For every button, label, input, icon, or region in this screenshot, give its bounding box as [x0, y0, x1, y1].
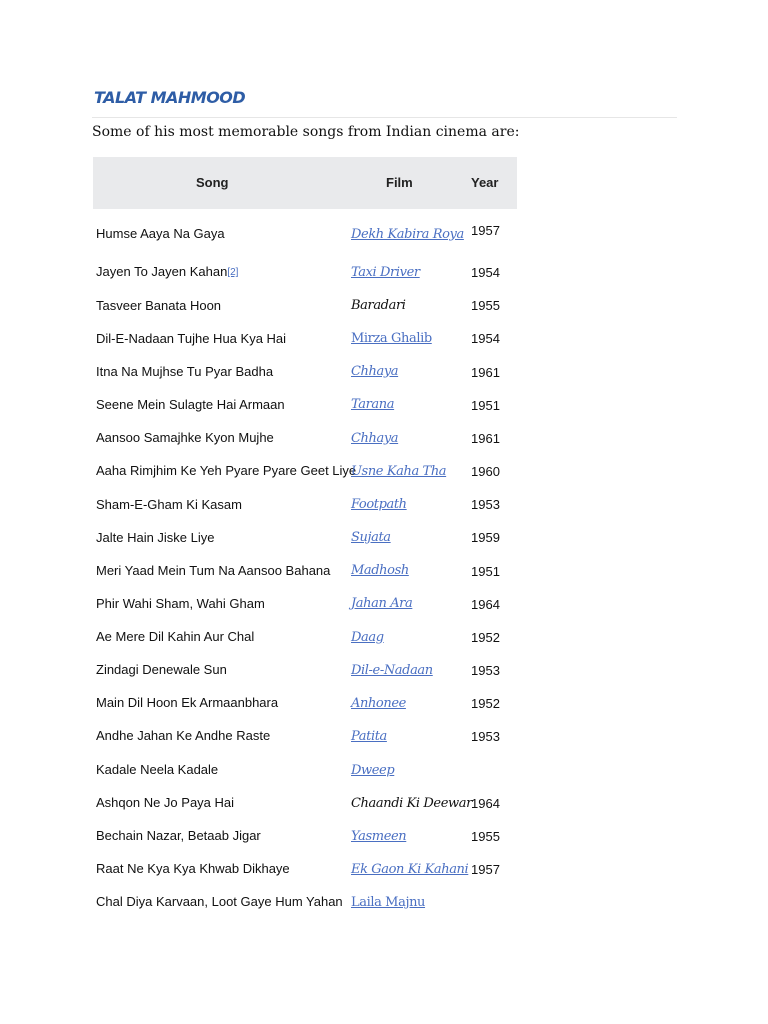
year-cell: 1964: [471, 597, 500, 612]
film-cell: [351, 265, 420, 280]
song-cell: [96, 264, 238, 279]
song-title: Bechain Nazar, Betaab Jigar: [96, 828, 261, 843]
song-cell: [96, 463, 356, 478]
intro-text: Some of his most memorable songs from Indian cinema are:: [92, 124, 520, 140]
header-film: Film: [386, 175, 413, 190]
film-cell: [351, 895, 425, 910]
film-link[interactable]: Yasmeen: [351, 829, 407, 844]
film-cell: [351, 763, 394, 778]
film-cell: [351, 596, 412, 611]
heading-divider: [92, 117, 677, 118]
song-title: Dil-E-Nadaan Tujhe Hua Kya Hai: [96, 331, 287, 346]
year-cell: 1952: [471, 630, 500, 645]
song-title: Andhe Jahan Ke Andhe Raste: [96, 728, 271, 743]
year-cell: 1953: [471, 497, 500, 512]
film-cell: [351, 862, 468, 877]
song-title: Ae Mere Dil Kahin Aur Chal: [96, 629, 255, 644]
year-cell: 1951: [471, 398, 500, 413]
film-link[interactable]: Daag: [351, 630, 384, 645]
song-cell: [96, 894, 343, 909]
film-link[interactable]: Tarana: [351, 397, 395, 412]
song-title: Aansoo Samajhke Kyon Mujhe: [96, 430, 274, 445]
year-cell: 1953: [471, 729, 500, 744]
song-title: Aaha Rimjhim Ke Yeh Pyare Pyare Geet Liye: [96, 463, 357, 478]
year-cell: 1952: [471, 696, 500, 711]
year-cell: 1954: [471, 331, 500, 346]
film-link[interactable]: Chhaya: [351, 431, 399, 446]
song-title: Main Dil Hoon Ek Armaanbhara: [96, 695, 279, 710]
song-title: Jayen To Jayen Kahan: [96, 264, 228, 279]
year-cell: 1955: [471, 829, 500, 844]
film-link[interactable]: Mirza Ghalib: [351, 331, 432, 346]
reference-link[interactable]: [2]: [227, 267, 239, 278]
song-cell: [96, 695, 278, 710]
song-title: Jalte Hain Jiske Liye: [96, 530, 215, 545]
film-cell: [351, 829, 406, 844]
song-cell: [96, 662, 227, 677]
film-cell: [351, 464, 446, 479]
song-cell: [96, 795, 234, 810]
song-title: Raat Ne Kya Kya Khwab Dikhaye: [96, 861, 290, 876]
song-cell: [96, 331, 286, 346]
film-title: Baradari: [351, 298, 406, 313]
film-cell: [351, 331, 432, 346]
song-cell: [96, 226, 225, 241]
film-link[interactable]: Dweep: [351, 763, 395, 778]
film-link[interactable]: Patita: [351, 729, 387, 744]
song-cell: [96, 430, 274, 445]
film-cell: [351, 397, 394, 412]
film-link[interactable]: Taxi Driver: [351, 265, 420, 280]
songs-table: [93, 157, 517, 910]
film-cell: [351, 530, 391, 545]
year-cell: 1959: [471, 530, 500, 545]
song-title: Phir Wahi Sham, Wahi Gham: [96, 596, 265, 611]
song-title: Seene Mein Sulagte Hai Armaan: [96, 397, 285, 412]
song-cell: [96, 530, 215, 545]
year-cell: 1960: [471, 464, 500, 479]
song-title: Humse Aaya Na Gaya: [96, 226, 225, 241]
film-cell: [351, 497, 407, 512]
page-heading: TALAT MAHMOOD: [94, 88, 246, 107]
film-cell: [351, 364, 398, 379]
film-title: Chaandi Ki Deewar: [351, 796, 472, 811]
film-cell: [351, 298, 406, 313]
song-cell: [96, 629, 254, 644]
song-cell: [96, 364, 273, 379]
film-cell: [351, 630, 384, 645]
film-link[interactable]: Jahan Ara: [351, 596, 413, 611]
film-cell: [351, 663, 433, 678]
song-title: Tasveer Banata Hoon: [96, 298, 222, 313]
song-title: Zindagi Denewale Sun: [96, 662, 227, 677]
song-title: Itna Na Mujhse Tu Pyar Badha: [96, 364, 274, 379]
song-title: Chal Diya Karvaan, Loot Gaye Hum Yahan: [96, 894, 343, 909]
song-title: Ashqon Ne Jo Paya Hai: [96, 795, 235, 810]
year-cell: 1957: [471, 862, 500, 877]
year-cell: 1961: [471, 365, 500, 380]
year-cell: 1964: [471, 796, 500, 811]
film-link[interactable]: Sujata: [351, 530, 391, 545]
song-cell: [96, 497, 242, 512]
header-year: Year: [471, 175, 499, 190]
year-cell: 1951: [471, 564, 500, 579]
song-cell: [96, 861, 290, 876]
film-cell: [351, 227, 464, 242]
year-cell: 1955: [471, 298, 500, 313]
film-link[interactable]: Ek Gaon Ki Kahani: [351, 862, 469, 877]
film-link[interactable]: Footpath: [351, 497, 407, 512]
film-link[interactable]: Usne Kaha Tha: [351, 464, 447, 479]
year-cell: 1953: [471, 663, 500, 678]
song-cell: [96, 563, 330, 578]
year-cell: 1957: [471, 223, 500, 238]
year-cell: 1954: [471, 265, 500, 280]
film-link[interactable]: Chhaya: [351, 364, 399, 379]
film-link[interactable]: Laila Majnu: [351, 895, 426, 910]
song-cell: [96, 728, 270, 743]
film-cell: [351, 796, 472, 811]
film-cell: [351, 563, 409, 578]
film-link[interactable]: Madhosh: [351, 563, 409, 578]
song-cell: [96, 828, 261, 843]
film-link[interactable]: Dil-e-Nadaan: [351, 663, 433, 678]
film-cell: [351, 431, 398, 446]
film-link[interactable]: Anhonee: [351, 696, 406, 711]
song-cell: [96, 762, 218, 777]
header-song: Song: [196, 175, 229, 190]
film-cell: [351, 729, 387, 744]
song-cell: [96, 298, 221, 313]
song-cell: [96, 397, 285, 412]
song-cell: [96, 596, 265, 611]
film-link[interactable]: Dekh Kabira Roya: [351, 227, 464, 242]
song-title: Meri Yaad Mein Tum Na Aansoo Bahana: [96, 563, 331, 578]
film-cell: [351, 696, 406, 711]
year-cell: 1961: [471, 431, 500, 446]
song-title: Kadale Neela Kadale: [96, 762, 219, 777]
song-title: Sham-E-Gham Ki Kasam: [96, 497, 242, 512]
